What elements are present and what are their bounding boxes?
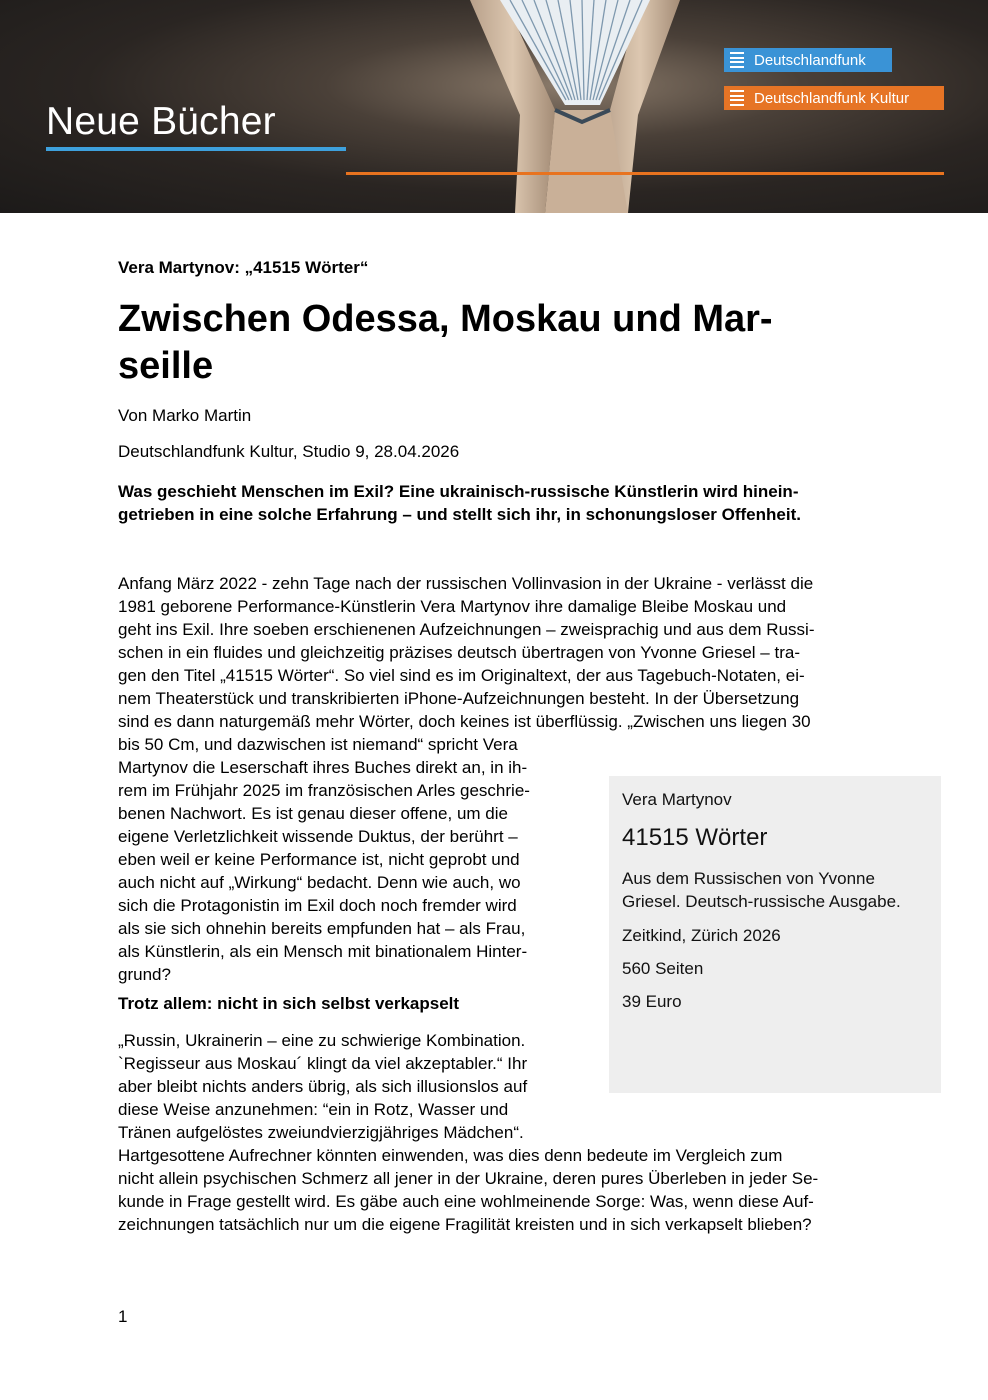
text-line: rem im Frühjahr 2025 im französischen Arles geschrie- <box>118 781 530 800</box>
book-publisher: Zeitkind, Zürich 2026 <box>622 926 781 945</box>
book-info-box <box>609 776 941 1093</box>
book-pages: 560 Seiten <box>622 959 704 978</box>
text-line: sich die Protagonistin im Exil doch noch fremder wird <box>118 896 517 915</box>
text-line: Hartgesottene Aufrechner könnten einwenden, was dies denn bedeute im Vergleich zum <box>118 1146 783 1165</box>
text-line: Tränen aufgelöstes zweiundvierzigjähriges Mädchen“. <box>118 1123 524 1142</box>
translation-line: Griesel. Deutsch-russische Ausgabe. <box>622 892 901 911</box>
translation-line: Aus dem Russischen von Yvonne <box>622 869 875 888</box>
kicker: Vera Martynov: „41515 Wörter“ <box>118 258 369 277</box>
teaser-line: getrieben in eine solche Erfahrung – und stellt sich ihr, in schonungsloser Offenheit. <box>118 505 801 524</box>
headline-line: Zwischen Odessa, Moskau und Mar- <box>118 298 773 340</box>
headline-line: seille <box>118 345 214 387</box>
title-underline <box>46 147 346 151</box>
text-line: `Regisseur aus Moskau´ klingt da viel akzeptabler.“ Ihr <box>118 1054 528 1073</box>
text-line: sind es dann naturgemäß mehr Wörter, doch keines ist überflüssig. „Zwischen uns liegen 30 <box>118 712 811 731</box>
teaser-line: Was geschieht Menschen im Exil? Eine ukrainisch-russische Künstlerin wird hinein- <box>118 482 799 501</box>
text-line: eigene Verletzlichkeit wissende Duktus, der berührt – <box>118 827 518 846</box>
document-icon <box>730 52 744 68</box>
logo-dlf-label: Deutschlandfunk <box>754 51 866 69</box>
book-title: 41515 Wörter <box>622 824 768 851</box>
byline: Von Marko Martin <box>118 406 252 425</box>
text-line: zeichnungen tatsächlich nur um die eigene Fragilität kreisten und in sich verkapselt blieben? <box>118 1215 812 1234</box>
section-title: Neue Bücher <box>46 100 276 143</box>
text-line: diese Weise anzunehmen: “ein in Rotz, Wasser und <box>118 1100 509 1119</box>
text-line: nicht allein psychischen Schmerz all jener in der Ukraine, deren pures Überleben in jeder Se- <box>118 1169 819 1188</box>
text-line: grund? <box>118 965 171 984</box>
subheading: Trotz allem: nicht in sich selbst verkapselt <box>118 994 460 1013</box>
text-line: bis 50 Cm, und dazwischen ist niemand“ spricht Vera <box>118 735 518 754</box>
text-line: als sie sich ohnehin bereits empfunden hat – als Frau, <box>118 919 526 938</box>
text-line: benen Nachwort. Es ist genau dieser offene, um die <box>118 804 508 823</box>
text-line: nem Theaterstück und transkribierten iPhone-Aufzeichnungen besteht. In der Übersetzung <box>118 689 800 708</box>
book-translation <box>622 867 941 913</box>
document-icon <box>730 90 744 106</box>
text-line: „Russin, Ukrainerin – eine zu schwierige Kombination. <box>118 1031 526 1050</box>
text-line: aber bleibt nichts anders übrig, als sich illusionslos auf <box>118 1077 528 1096</box>
text-line: kunde in Frage gestellt wird. Es gäbe auch eine wohlmeinende Sorge: Was, wenn diese Auf- <box>118 1192 814 1211</box>
text-line: Anfang März 2022 - zehn Tage nach der russischen Vollinvasion in der Ukraine - verlässt die <box>118 574 814 593</box>
orange-divider <box>346 172 944 175</box>
paragraph-2-narrow <box>118 1029 570 1144</box>
text-line: Martynov die Leserschaft ihres Buches direkt an, in ih- <box>118 758 528 777</box>
text-line: eben weil er keine Performance ist, nicht geprobt und <box>118 850 520 869</box>
paragraph-2-full <box>118 1144 878 1236</box>
text-line: schen in ein fluides und gleichzeitig präzises deutsch übertragen von Yvonne Griesel – tra- <box>118 643 800 662</box>
text-line: geht ins Exil. Ihre soeben erschienenen Aufzeichnungen – zweisprachig und aus dem Russi- <box>118 620 815 639</box>
paragraph-1-narrow <box>118 733 570 986</box>
text-line: auch nicht auf „Wirkung“ bedacht. Denn wie auch, wo <box>118 873 521 892</box>
deutschlandfunk-logo[interactable] <box>724 48 892 72</box>
teaser <box>118 480 878 526</box>
paragraph-1-full <box>118 572 878 733</box>
headline <box>118 296 838 390</box>
book-price: 39 Euro <box>622 992 682 1011</box>
header-banner <box>0 0 988 213</box>
text-line: als Künstlerin, als ein Mensch mit binationalem Hinter- <box>118 942 528 961</box>
book-author: Vera Martynov <box>622 790 732 809</box>
page-number: 1 <box>118 1307 128 1326</box>
logo-kultur-label: Deutschlandfunk Kultur <box>754 89 910 107</box>
text-line: 1981 geborene Performance-Künstlerin Vera Martynov ihre damalige Bleibe Moskau und <box>118 597 787 616</box>
text-line: gen den Titel „41515 Wörter“. So viel sind es im Originaltext, der aus Tagebuch-Notaten, ei- <box>118 666 805 685</box>
source-line: Deutschlandfunk Kultur, Studio 9, 28.04.2026 <box>118 442 460 461</box>
deutschlandfunk-kultur-logo[interactable] <box>724 86 944 110</box>
